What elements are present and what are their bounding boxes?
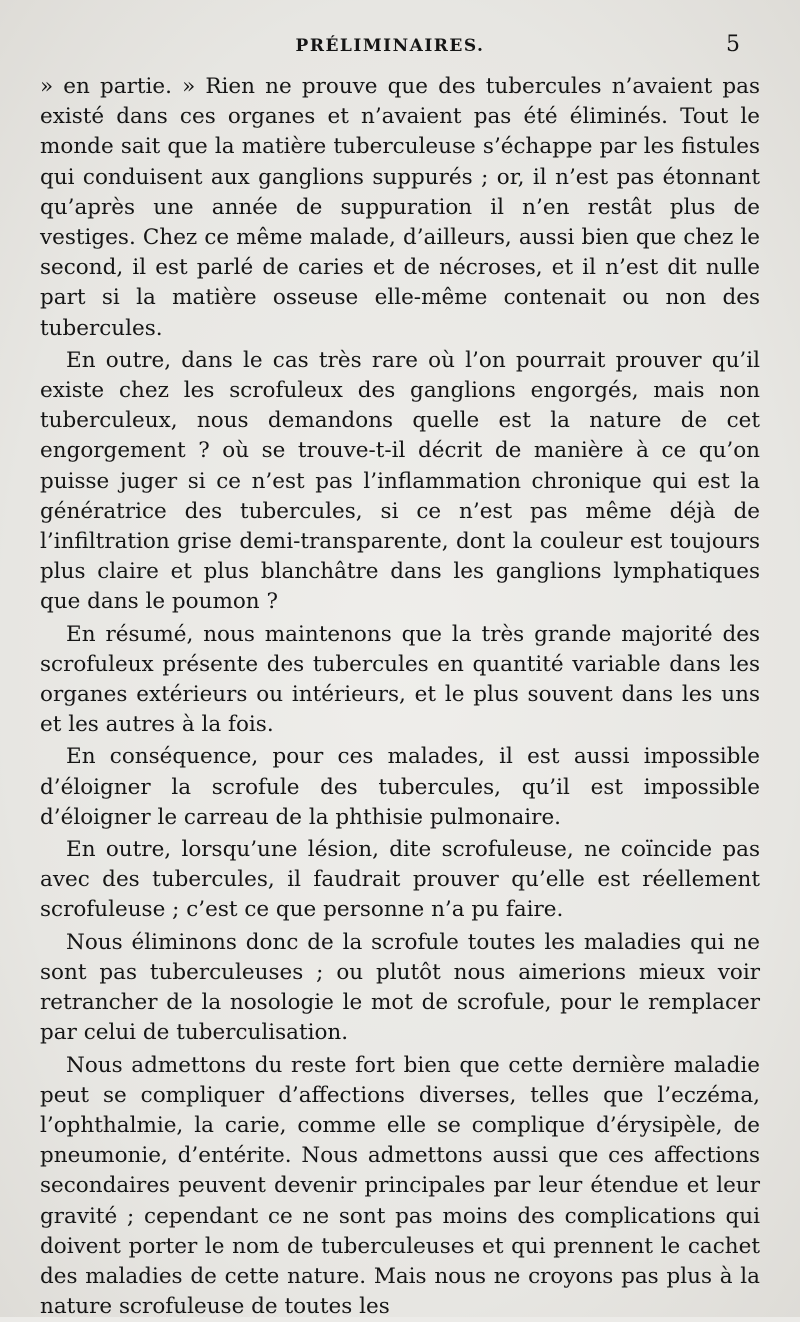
- paragraph: En outre, dans le cas très rare où l’on pourrait prouver qu’il existe chez les scrofuleux des ganglions engorgés, mais non tuberculeux, nous demandons quelle est la nature de cet engorgement ? où se trouve-t-il décrit de manière à ce qu’on puisse juger si ce n’est pas l’inflammation chronique qui est la génératrice des tubercules, si ce n’est pas même déjà de l’infiltration grise demi-transparente, dont la couleur est toujours plus claire et plus blanchâtre dans les ganglions lymphatiques que dans le poumon ?: [40, 346, 760, 618]
- body-text: [40, 72, 760, 1322]
- paragraph: En conséquence, pour ces malades, il est aussi impossible d’éloigner la scrofule des tubercules, qu’il est impossible d’éloigner le carreau de la phthisie pulmonaire.: [40, 742, 760, 833]
- page-number: 5: [726, 32, 740, 57]
- paragraph: Nous éliminons donc de la scrofule toutes les maladies qui ne sont pas tuberculeuses ; ou plutôt nous aimerions mieux voir retrancher de la nosologie le mot de scrofule, pour le remplacer par celui de tuberculisation.: [40, 928, 760, 1049]
- paragraph: En résumé, nous maintenons que la très grande majorité des scrofuleux présente des tubercules en quantité variable dans les organes extérieurs ou intérieurs, et le plus souvent dans les uns et les autres à la fois.: [40, 620, 760, 741]
- paragraph: » en partie. » Rien ne prouve que des tubercules n’avaient pas existé dans ces organes et n’avaient pas été éliminés. Tout le monde sait que la matière tuberculeuse s’échappe par les fistules qui conduisent aux ganglions suppurés ; or, il n’est pas étonnant qu’après une année de suppuration il n’en restât plus de vestiges. Chez ce même malade, d’ailleurs, aussi bien que chez le second, il est parlé de caries et de nécroses, et il n’est dit nulle part si la matière osseuse elle-même contenait ou non des tubercules.: [40, 72, 760, 344]
- paragraph: En outre, lorsqu’une lésion, dite scrofuleuse, ne coïncide pas avec des tubercules, il faudrait prouver qu’elle est réellement scrofuleuse ; c’est ce que personne n’a pu faire.: [40, 835, 760, 926]
- paragraph: Nous admettons du reste fort bien que cette dernière maladie peut se compliquer d’affections diverses, telles que l’eczéma, l’ophthalmie, la carie, comme elle se complique d’érysipèle, de pneumonie, d’entérite. Nous admettons aussi que ces affections secondaires peuvent devenir principales par leur étendue et leur gravité ; cependant ce ne sont pas moins des complications qui doivent porter le nom de tuberculeuses et qui prennent le cachet des maladies de cette nature. Mais nous ne croyons pas plus à la nature scrofuleuse de toutes les: [40, 1051, 760, 1322]
- page-header: [40, 32, 740, 64]
- running-title: PRÉLIMINAIRES.: [40, 36, 740, 56]
